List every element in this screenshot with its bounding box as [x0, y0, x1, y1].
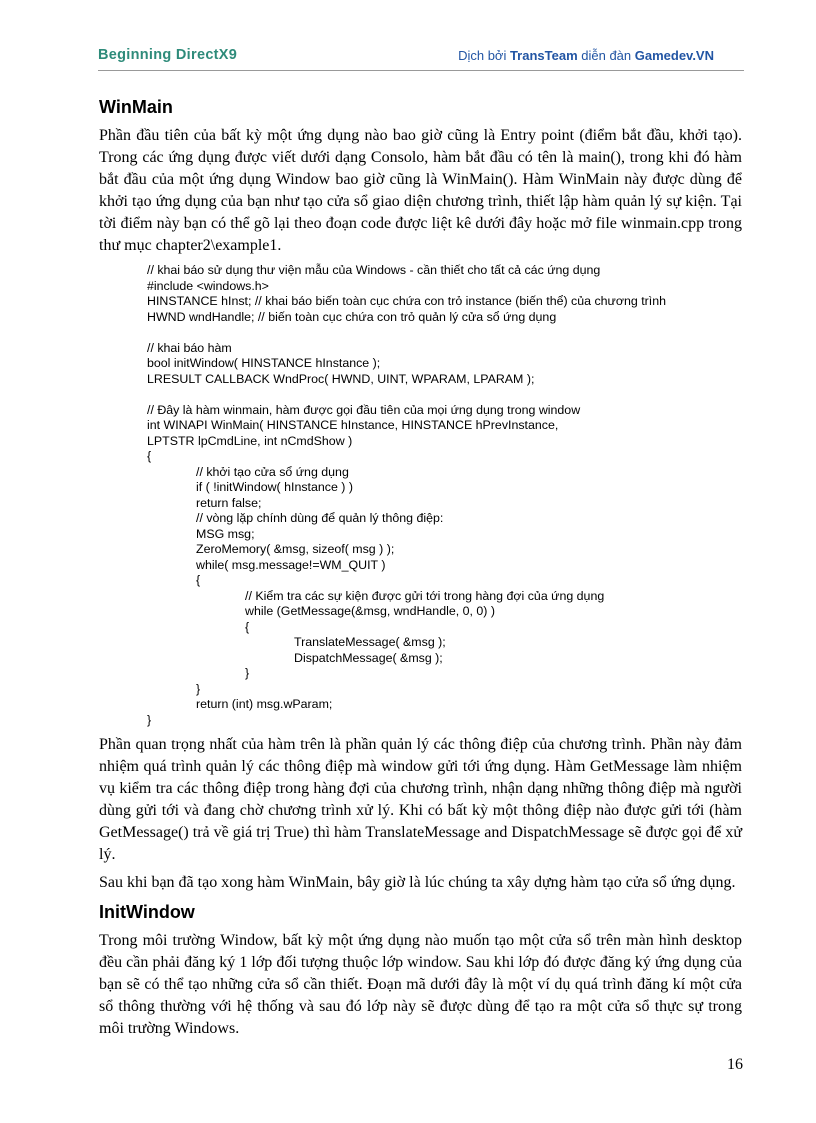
credit-site: Gamedev.VN: [634, 48, 714, 63]
code-line: while (GetMessage(&msg, wndHandle, 0, 0) ): [245, 604, 495, 618]
code-line: // Đây là hàm winmain, hàm được gọi đầu tiên của mọi ứng dụng trong window: [147, 402, 581, 417]
code-line: // vòng lặp chính dùng để quản lý thông điệp:: [196, 511, 444, 525]
page-header: [98, 47, 744, 65]
code-line: {: [245, 619, 250, 634]
section-title-winmain: WinMain: [99, 97, 173, 117]
code-line: return false;: [196, 495, 262, 510]
code-line: return (int) msg.wParam;: [196, 697, 333, 711]
code-line: // khai báo hàm: [147, 340, 232, 355]
code-line: bool initWindow( HINSTANCE hInstance );: [147, 356, 381, 370]
code-line: #include <windows.h>: [147, 278, 269, 293]
book-title: Beginning DirectX9: [98, 47, 238, 63]
credit-prefix: Dịch bởi: [458, 48, 510, 63]
code-listing-winmain: [147, 263, 742, 728]
code-line: LPTSTR lpCmdLine, int nCmdShow ): [147, 433, 353, 448]
code-line: // Kiểm tra các sự kiện được gửi tới trong hàng đợi của ứng dụng: [245, 588, 605, 603]
code-line: {: [196, 573, 201, 587]
paragraph-winmain-explanation: Phần quan trọng nhất của hàm trên là phần quản lý các thông điệp của chương trình. Phần này đảm nhiệm quá trình quản lý các thông điệp mà window gửi tới ứng dụng. Hàm GetMessage làm nhiệm vụ kiểm tra các thông điệp trong hàng đợi của chương trình, nhận dạng những thông điệp mà người dùng gửi tới và đang chờ chương trình xử lý. Khi có bất kỳ một thông điệp nào được gửi tới (hàm GetMessage() trả về giá trị True) thì hàm TranslateMessage and DispatchMessage sẽ được gọi để xử lý.: [99, 736, 742, 863]
translator-credit: [458, 48, 714, 63]
code-line: // khai báo sử dụng thư viện mẫu của Windows - cần thiết cho tất cả các ứng dụng: [147, 263, 601, 277]
code-line-blank: [147, 325, 742, 341]
code-line: }: [245, 666, 250, 680]
code-line: if ( !initWindow( hInstance ) ): [196, 480, 353, 494]
paragraph-winmain-intro: Phần đầu tiên của bất kỳ một ứng dụng nào bao giờ cũng là Entry point (điểm bắt đầu, khởi tạo). Trong các ứng dụng được viết dưới dạng Consolo, hàm bắt đầu có tên là main(), trong khi đó hàm bắt đầu của một ứng dụng Window bao giờ cũng là WinMain(). Hàm WinMain này được dùng để khởi tạo ứng dụng của bạn như tạo cửa sổ giao diện chương trình, thiết lập hàm quản lý sự kiện. Tại tời điểm này bạn có thể gõ lại theo đoạn code được liệt kê dưới đây hoặc mở file winmain.cpp trong thư mục chapter2\example1.: [99, 127, 742, 254]
code-line: HWND wndHandle; // biến toàn cục chứa con trỏ quản lý cửa sổ ứng dụng: [147, 309, 557, 324]
code-line: MSG msg;: [196, 526, 255, 541]
code-line: TranslateMessage( &msg );: [294, 635, 446, 649]
code-line: LRESULT CALLBACK WndProc( HWND, UINT, WPARAM, LPARAM );: [147, 371, 535, 386]
code-line: int WINAPI WinMain( HINSTANCE hInstance, HINSTANCE hPrevInstance,: [147, 418, 559, 432]
paragraph-initwindow-intro: Trong môi trường Window, bất kỳ một ứng dụng nào muốn tạo một cửa sổ trên màn hình desktop đều cần phải đăng ký 1 lớp đối tượng thuộc lớp window. Sau khi lớp đó được đăng ký ứng dụng của bạn sẽ có thể tạo những cửa sổ cần thiết. Đoạn mã dưới đây là một ví dụ quá trình đăng kí một cửa sổ thông thường với hệ thống và sau đó lớp này sẽ được dùng để tạo ra một cửa sổ thực sự trong môi trường Windows.: [99, 932, 742, 1037]
code-line: ZeroMemory( &msg, sizeof( msg ) );: [196, 542, 395, 556]
section-title-initwindow: InitWindow: [99, 902, 195, 922]
page-content: [99, 95, 742, 1046]
credit-mid: diễn đàn: [577, 48, 635, 63]
code-line: // khởi tạo cửa sổ ứng dụng: [196, 464, 349, 479]
credit-team: TransTeam: [509, 48, 578, 63]
code-line: HINSTANCE hInst; // khai báo biến toàn cục chứa con trỏ instance (biến thể) của chương trình: [147, 294, 666, 308]
page-number: 16: [727, 1056, 743, 1073]
code-line-blank: [147, 387, 742, 403]
paragraph-winmain-transition: Sau khi bạn đã tạo xong hàm WinMain, bây giờ là lúc chúng ta xây dựng hàm tạo cửa sổ ứng dụng.: [99, 874, 736, 891]
code-line: }: [147, 712, 152, 727]
code-line: {: [147, 449, 152, 463]
code-line: }: [196, 681, 201, 696]
code-line: DispatchMessage( &msg );: [294, 650, 443, 665]
header-divider: [98, 70, 744, 71]
code-line: while( msg.message!=WM_QUIT ): [196, 557, 386, 572]
